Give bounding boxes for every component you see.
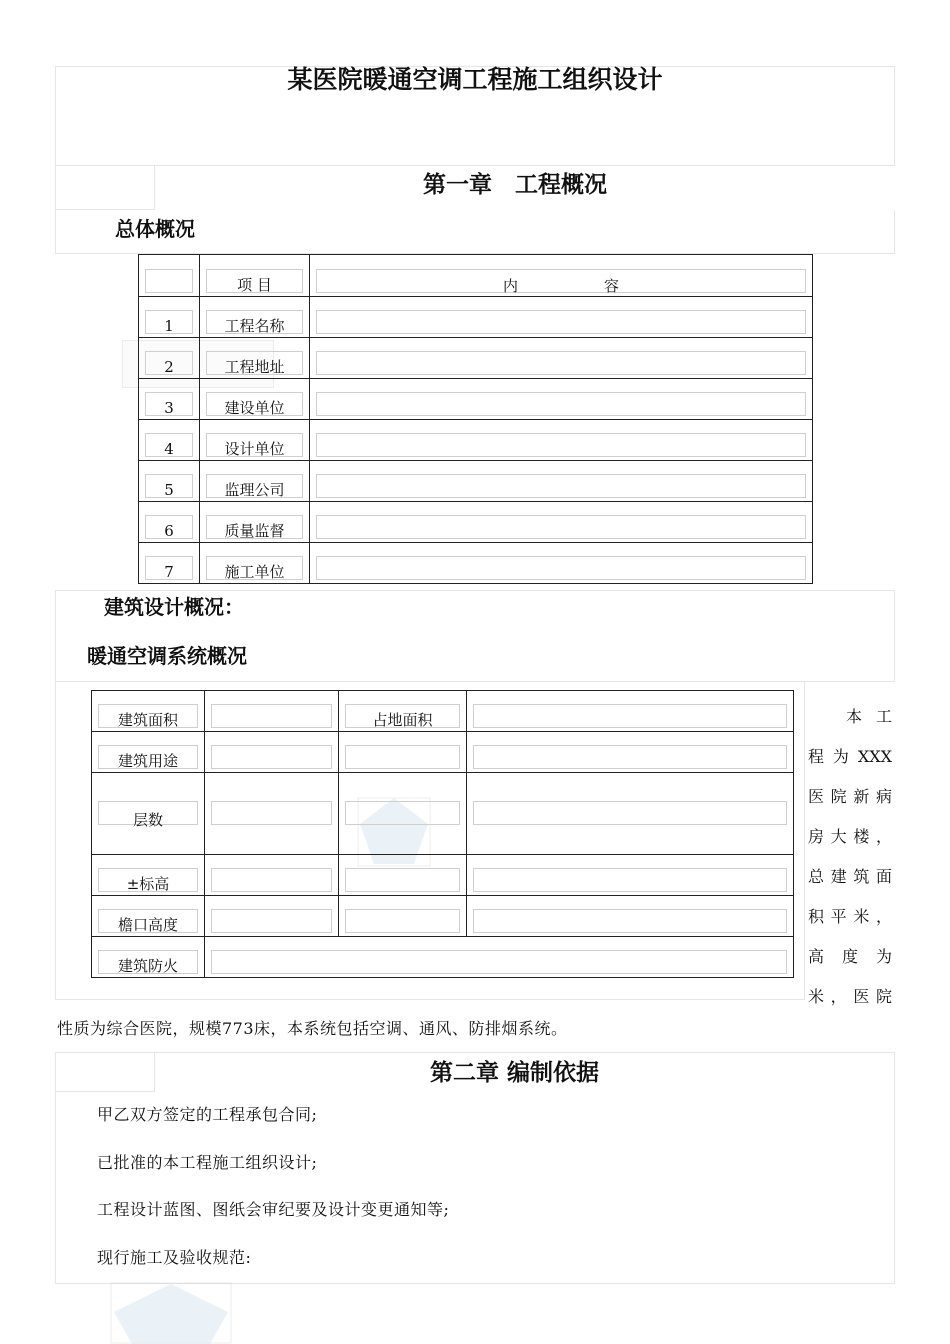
column-header-item: 项 目 (237, 276, 272, 294)
row-content-cell[interactable] (310, 461, 813, 502)
row-content-cell[interactable] (310, 379, 813, 420)
table-cell[interactable] (467, 773, 794, 855)
row-number: 1 (164, 317, 174, 335)
column-header-content-1: 内 (502, 277, 518, 295)
table-cell[interactable] (339, 855, 467, 896)
table-cell[interactable] (339, 732, 467, 773)
table-cell (139, 543, 200, 584)
table-cell (92, 855, 205, 896)
value-building-area[interactable] (205, 691, 339, 732)
page-frame-chapter1-tab (55, 165, 155, 210)
side-line: 积平米， (808, 907, 892, 926)
row-content-cell[interactable] (310, 420, 813, 461)
section-hvac-heading: 暖通空调系统概况 (87, 644, 247, 668)
basis-item: 甲乙双方签定的工程承包合同; (97, 1105, 318, 1124)
row-number: 5 (164, 481, 174, 499)
basis-item: 工程设计蓝图、图纸会审纪要及设计变更通知等; (97, 1200, 450, 1219)
label-building-area: 建筑面积 (117, 711, 178, 729)
page-frame-chapter2-tab (55, 1052, 155, 1092)
side-line: 程 为 XXX (808, 747, 892, 766)
row-item-label: 监理公司 (224, 481, 285, 499)
table-cell (92, 937, 205, 978)
table-row (92, 896, 794, 937)
table-row (92, 855, 794, 896)
value-land-area[interactable] (467, 691, 794, 732)
column-header-content-2: 容 (603, 277, 619, 295)
table-cell[interactable] (339, 773, 467, 855)
table-cell (139, 461, 200, 502)
value-elevation[interactable] (205, 855, 339, 896)
table-row (139, 338, 813, 379)
table-cell (200, 297, 310, 338)
value-building-use[interactable] (205, 732, 339, 773)
table-cell (139, 255, 200, 297)
basis-item: 现行施工及验收规范: (97, 1248, 252, 1267)
table-cell (200, 543, 310, 584)
label-fire-rating: 建筑防火 (117, 957, 178, 975)
table-cell (200, 502, 310, 543)
table-cell (92, 732, 205, 773)
table-row (139, 420, 813, 461)
side-line: 总建筑面 (808, 867, 892, 886)
table-row (139, 379, 813, 420)
table-cell (92, 773, 205, 855)
table-header-row (139, 255, 813, 297)
row-number: 7 (164, 563, 174, 581)
row-content-cell[interactable] (310, 502, 813, 543)
table-cell[interactable] (467, 855, 794, 896)
table-cell (310, 255, 813, 297)
section-arch-heading: 建筑设计概况： (104, 595, 244, 619)
value-fire-rating[interactable] (205, 937, 794, 978)
side-line: 房大楼， (808, 827, 892, 846)
table-cell (139, 379, 200, 420)
label-eave-height: 檐口高度 (117, 916, 178, 934)
side-line: 医院新病 (808, 787, 892, 806)
row-item-label: 工程地址 (224, 358, 285, 376)
table-cell (139, 338, 200, 379)
row-item-label: 施工单位 (224, 563, 285, 581)
section-overview-heading: 总体概况 (115, 217, 195, 241)
row-number: 2 (164, 358, 174, 376)
row-item-label: 设计单位 (224, 440, 285, 458)
table-cell (139, 420, 200, 461)
label-floors: 层数 (132, 811, 163, 829)
table-row (92, 773, 794, 855)
chapter-1-heading: 第一章 工程概况 (423, 171, 607, 198)
table-cell (92, 691, 205, 732)
table-row (92, 937, 794, 978)
table-cell[interactable] (467, 896, 794, 937)
table-cell (92, 896, 205, 937)
table-row (139, 543, 813, 584)
label-elevation: ±标高 (126, 875, 170, 893)
row-content-cell[interactable] (310, 338, 813, 379)
table-row (92, 732, 794, 773)
row-number: 3 (164, 399, 174, 417)
chapter-2-heading: 第二章 编制依据 (430, 1059, 600, 1086)
table-cell (200, 338, 310, 379)
row-item-label: 工程名称 (224, 317, 285, 335)
value-eave-height[interactable] (205, 896, 339, 937)
value-floors[interactable] (205, 773, 339, 855)
paragraph-continuation: 性质为综合医院，规模773床，本系统包括空调、通风、防排烟系统。 (57, 1019, 568, 1038)
row-content-cell[interactable] (310, 543, 813, 584)
row-content-cell[interactable] (310, 297, 813, 338)
document-title: 某医院暖通空调工程施工组织设计 (287, 65, 663, 94)
table-row (92, 691, 794, 732)
table-row (139, 297, 813, 338)
basis-item: 已批准的本工程施工组织设计; (97, 1153, 318, 1172)
side-line: 本 工 (846, 707, 892, 726)
project-overview-table (138, 254, 813, 584)
table-cell[interactable] (467, 732, 794, 773)
table-cell (139, 297, 200, 338)
label-building-use: 建筑用途 (117, 752, 178, 770)
table-cell (200, 420, 310, 461)
table-row (139, 502, 813, 543)
row-item-label: 建设单位 (224, 399, 285, 417)
side-line: 米，医院 (808, 987, 892, 1006)
table-row (139, 461, 813, 502)
row-number: 4 (164, 440, 174, 458)
building-parameters-table (91, 690, 794, 978)
table-cell (200, 379, 310, 420)
row-item-label: 质量监督 (224, 522, 285, 540)
table-cell (339, 691, 467, 732)
table-cell (200, 255, 310, 297)
side-line: 高 度 为 (808, 947, 892, 966)
side-column-paragraph (808, 697, 892, 1017)
table-cell (200, 461, 310, 502)
label-land-area: 占地面积 (372, 711, 433, 729)
table-cell (139, 502, 200, 543)
row-number: 6 (164, 522, 174, 540)
table-cell[interactable] (339, 896, 467, 937)
watermark-emblem-bottom-icon (110, 1282, 232, 1344)
